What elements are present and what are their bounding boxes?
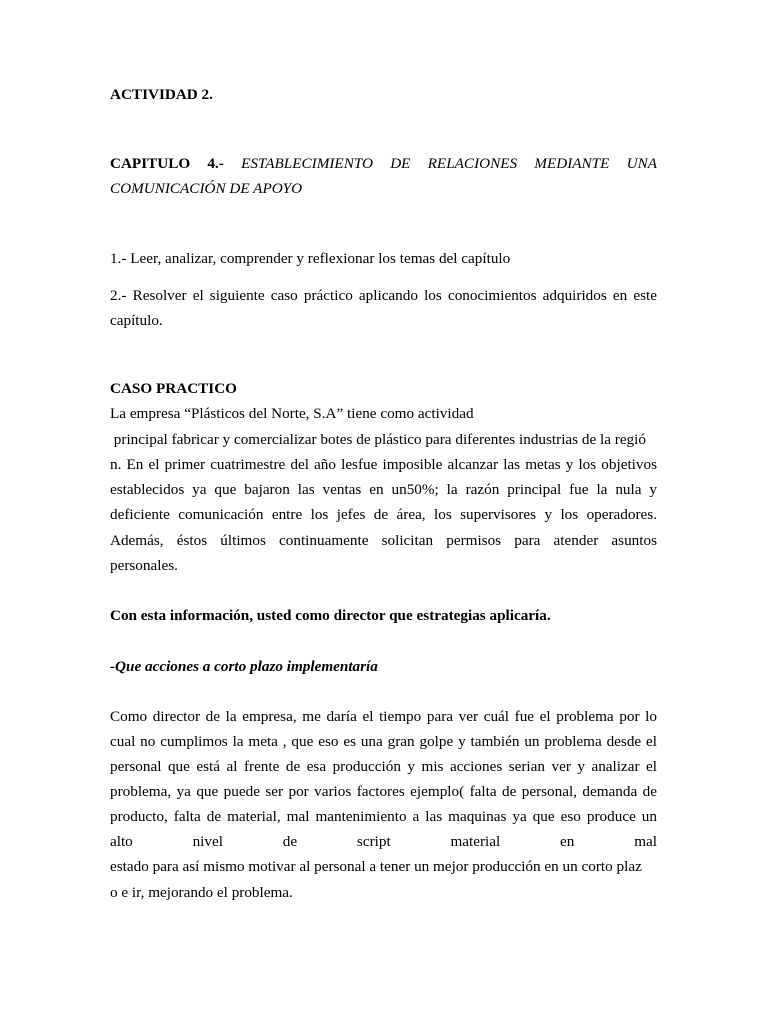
chapter-label: CAPITULO 4.-: [110, 155, 224, 172]
case-line: principal fabricar y comercializar botes de plástico para diferentes industrias de la regió: [110, 431, 646, 448]
case-line: establecidos ya que bajaron las ventas en un50%; la razón principal fue la nula y: [110, 481, 657, 498]
instruction-item-2-line2: capítulo.: [110, 312, 163, 329]
answer-line: personal que está al frente de esa producción y mis acciones serian ver y analizar el: [110, 758, 657, 775]
case-heading: CASO PRACTICO: [110, 380, 237, 397]
question: Con esta información, usted como director que estrategias aplicaría.: [110, 607, 551, 624]
chapter-heading-line1: [110, 155, 657, 173]
answer-line: problema, ya que puede ser por varios factores ejemplo( falta de personal, demanda de: [110, 783, 657, 800]
subquestion: -Que acciones a corto plazo implementaría: [110, 658, 378, 675]
activity-title: ACTIVIDAD 2.: [110, 86, 213, 103]
instruction-item-1: 1.- Leer, analizar, comprender y reflexionar los temas del capítulo: [110, 250, 511, 267]
case-line: Además, éstos últimos continuamente solicitan permisos para atender asuntos: [110, 532, 657, 549]
answer-line: Como director de la empresa, me daría el tiempo para ver cuál fue el problema por lo: [110, 708, 657, 725]
document-page: [110, 0, 657, 1024]
case-line: n. En el primer cuatrimestre del año lesfue imposible alcanzar las metas y los objetivos: [110, 456, 657, 473]
answer-line: producto, falta de material, mal mantenimiento a las maquinas ya que eso produce un: [110, 808, 657, 825]
answer-line: estado para así mismo motivar al personal a tener un mejor producción en un corto plaz: [110, 858, 642, 875]
case-line: deficiente comunicación entre los jefes de área, los supervisores y los operadores.: [110, 506, 657, 523]
answer-line: cual no cumplimos la meta , que eso es una gran golpe y también un problema desde el: [110, 733, 657, 750]
answer-line: alto nivel de script material en mal: [110, 833, 657, 850]
case-line: La empresa “Plásticos del Norte, S.A” tiene como actividad: [110, 405, 474, 422]
chapter-title-line1: ESTABLECIMIENTO DE RELACIONES MEDIANTE UNA: [241, 155, 657, 172]
case-line: personales.: [110, 557, 178, 574]
chapter-title-line2: COMUNICACIÓN DE APOYO: [110, 180, 303, 197]
instruction-item-2-line1: 2.- Resolver el siguiente caso práctico aplicando los conocimientos adquiridos en este: [110, 287, 657, 304]
answer-line: o e ir, mejorando el problema.: [110, 884, 293, 901]
